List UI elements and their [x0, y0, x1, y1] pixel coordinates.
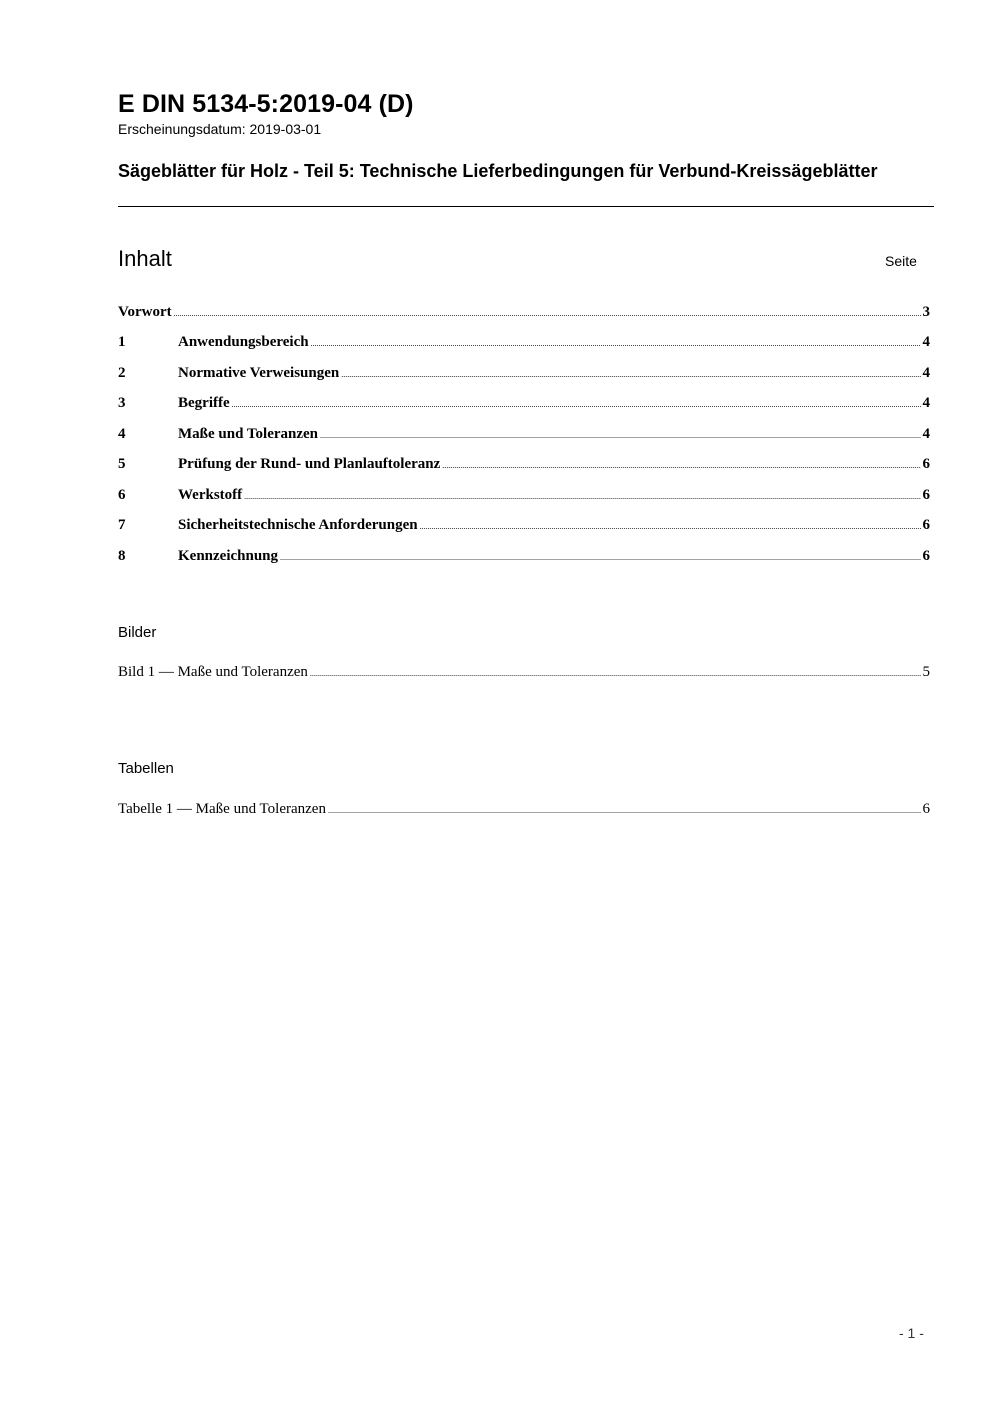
- toc-entry-page: 3: [922, 304, 930, 320]
- toc-leader-dots: [442, 454, 920, 476]
- figure-entry-page: 5: [922, 664, 930, 680]
- toc-entry-label: Normative Verweisungen: [178, 365, 340, 381]
- title-divider: [118, 206, 934, 207]
- toc-entry-label: Werkstoff: [178, 487, 243, 503]
- page-number: - 1 -: [899, 1325, 924, 1341]
- toc-leader-dots: [320, 424, 920, 446]
- toc-entry-8[interactable]: [118, 546, 930, 566]
- toc-leader-dots: [420, 515, 921, 537]
- toc-entry-6[interactable]: [118, 485, 930, 505]
- toc-leader-dots: [341, 363, 920, 385]
- figure-entry-label: Bild 1 — Maße und Toleranzen: [118, 664, 308, 680]
- toc-entry-number: 2: [118, 365, 126, 381]
- toc-entry-page: 6: [922, 487, 930, 503]
- document-title: Sägeblätter für Holz - Teil 5: Technische Lieferbedingungen für Verbund-Kreissägeblätter: [118, 161, 878, 181]
- toc-entry-label: Maße und Toleranzen: [178, 426, 319, 442]
- toc-entry-number: 4: [118, 426, 126, 442]
- toc-entry-label: Kennzeichnung: [178, 548, 279, 564]
- toc-leader-dots: [310, 662, 921, 684]
- toc-entry-page: 4: [922, 395, 930, 411]
- toc-entry-7[interactable]: [118, 515, 930, 535]
- toc-entry-number: 3: [118, 395, 126, 411]
- toc-entry-1[interactable]: [118, 332, 930, 352]
- toc-entry-number: 1: [118, 334, 126, 350]
- toc-entry-number: 7: [118, 517, 126, 533]
- toc-entry-4[interactable]: [118, 424, 930, 444]
- toc-entry-number: 5: [118, 456, 126, 472]
- toc-leader-dots: [244, 485, 920, 507]
- release-date: Erscheinungsdatum: 2019-03-01: [118, 121, 322, 137]
- toc-entry-label: Anwendungsbereich: [178, 334, 309, 350]
- toc-leader-dots: [328, 799, 921, 821]
- toc-entry-number: 6: [118, 487, 126, 503]
- toc-entry-page: 4: [922, 365, 930, 381]
- document-id: E DIN 5134-5:2019-04 (D): [118, 90, 414, 118]
- toc-leader-dots: [232, 393, 921, 415]
- toc-leader-dots: [311, 332, 921, 354]
- toc-entry-label: Vorwort: [118, 304, 172, 320]
- toc-entry-number: 8: [118, 548, 126, 564]
- toc-entry-page: 4: [922, 334, 930, 350]
- toc-leader-dots: [280, 546, 920, 568]
- figure-entry-1[interactable]: [118, 662, 930, 682]
- toc-entry-5[interactable]: [118, 454, 930, 474]
- toc-entry-foreword[interactable]: [118, 302, 930, 322]
- toc-leader-dots: [174, 302, 921, 324]
- tables-heading: Tabellen: [118, 760, 174, 777]
- toc-entry-label: Prüfung der Rund- und Planlauftoleranz: [178, 456, 441, 472]
- table-entry-page: 6: [922, 801, 930, 817]
- toc-entry-page: 6: [922, 517, 930, 533]
- toc-entry-label: Sicherheitstechnische Anforderungen: [178, 517, 418, 533]
- toc-entry-page: 4: [922, 426, 930, 442]
- toc-entry-page: 6: [922, 456, 930, 472]
- toc-entry-page: 6: [922, 548, 930, 564]
- table-entry-label: Tabelle 1 — Maße und Toleranzen: [118, 801, 326, 817]
- toc-entry-label: Begriffe: [178, 395, 230, 411]
- toc-entry-2[interactable]: [118, 363, 930, 383]
- figures-heading: Bilder: [118, 624, 157, 641]
- table-entry-1[interactable]: [118, 799, 930, 819]
- toc-heading: Inhalt: [118, 246, 172, 271]
- toc-entry-3[interactable]: [118, 393, 930, 413]
- toc-page-column-label: Seite: [885, 253, 917, 269]
